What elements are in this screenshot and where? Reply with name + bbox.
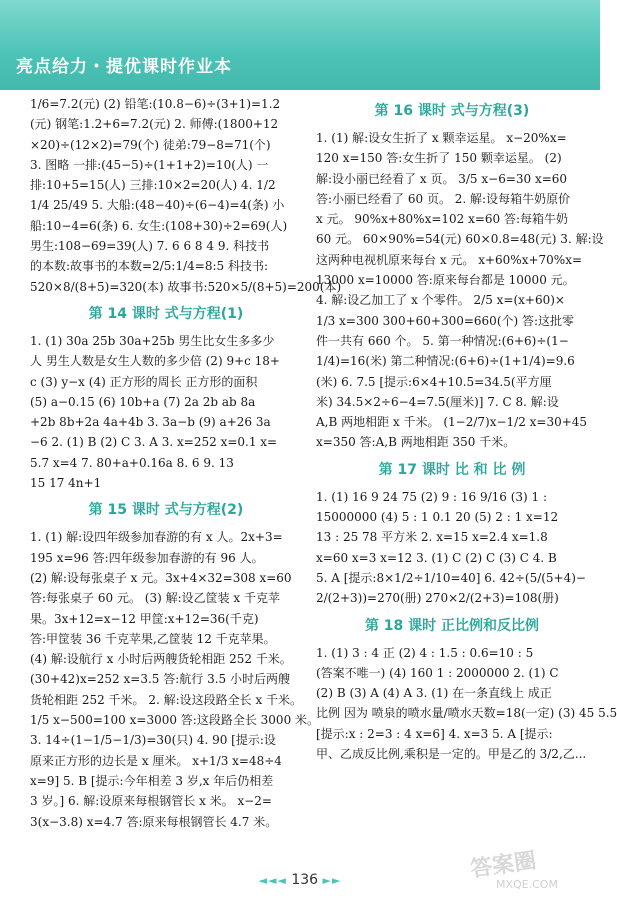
answer-line: 2/(2+3))=270(册) 270×2/(2+3)=108(册) bbox=[316, 591, 559, 606]
book-title: 亮点给力・提优课时作业本 bbox=[16, 57, 232, 77]
answer-line: ×20)÷(12×2)=79(个) 徒弟:79−8=71(个) bbox=[30, 137, 271, 152]
answer-line: 3(x−3.8) x=4.7 答:原来每根钢管长 4.7 米。 bbox=[30, 814, 278, 829]
answer-line: 4. 解:设乙加工了 x 个零件。 2/5 x=(x+60)× bbox=[316, 293, 565, 308]
answer-line: x=60 x=3 x=12 3. (1) C (2) C (3) C 4. B bbox=[316, 550, 557, 565]
answer-line: 1. (1) 解:设四年级参加春游的有 x 人。2x+3= bbox=[30, 530, 283, 545]
answer-line: 120 x=150 答:女生折了 150 颗幸运星。 (2) bbox=[316, 151, 562, 166]
section-title-16: 第 16 课时 式与方程(3) bbox=[374, 103, 530, 119]
answer-line: (4) 解:设航行 x 小时后两艘货轮相距 252 千米。 bbox=[30, 652, 292, 667]
answer-line: 1/3 x=300 300+60+300=660(个) 答:这批零 bbox=[316, 313, 575, 328]
answer-line: 米) 34.5×2÷6−4=7.5(厘米)] 7. C 8. 解:设 bbox=[316, 394, 559, 409]
answer-line: (5) a−0.15 (6) 10b+a (7) 2a 2b ab 8a bbox=[30, 394, 256, 409]
answer-line: 甲、乙成反比例,乘积是一定的。甲是乙的 3/2,乙... bbox=[316, 747, 587, 762]
answer-line: 15 17 4n+1 bbox=[30, 476, 102, 491]
answer-line: 答:每张桌子 60 元。 (3) 解:设乙筐装 x 千克苹 bbox=[30, 591, 281, 606]
answer-line: 520×8/(8+5)=320(本) 故事书:520×5/(8+5)=200(本) bbox=[30, 279, 342, 294]
answer-line: 5. A [提示:8×1/2÷1/10=40] 6. 42÷(5/(5+4)− bbox=[316, 570, 586, 585]
left-column bbox=[30, 94, 342, 832]
answer-line: [提示:x : 2=3 : 4 x=6] 4. x=3 5. A [提示: bbox=[316, 726, 553, 741]
answer-line: 原来正方形的边长是 x 厘米。 x+1/3 x=48÷4 bbox=[30, 753, 282, 768]
answer-line: 5.7 x=4 7. 80+a+0.16a 8. 6 9. 13 bbox=[30, 455, 234, 470]
answer-line: c (3) y−x (4) 正方形的周长 正方形的面积 bbox=[30, 374, 258, 389]
section-title-18: 第 18 课时 正比例和反比例 bbox=[364, 617, 540, 634]
answer-line: 1/5 x−500=100 x=3000 答:这段路全长 3000 米。 bbox=[30, 713, 320, 728]
answer-line: 3. 14÷(1−1/5−1/3)=30(只) 4. 90 [提示:设 bbox=[30, 733, 276, 748]
answer-line: 1. (1) 16 9 24 75 (2) 9 : 16 9/16 (3) 1 : bbox=[316, 489, 548, 504]
answer-line: 13 : 25 78 平方米 2. x=15 x=2.4 x=1.8 bbox=[316, 530, 548, 545]
answer-line: (米) 6. 7.5 [提示:6×4+10.5=34.5(平方厘 bbox=[316, 374, 552, 389]
answer-line: 1/4 25/49 5. 大船:(48−40)÷(6−4)=4(条) 小 bbox=[30, 198, 285, 213]
answer-line: 船:10−4=6(条) 6. 女生:(108+30)÷2=69(人) bbox=[30, 218, 288, 233]
answer-line: 解:设小丽已经看了 x 页。 3/5 x−6=30 x=60 bbox=[316, 171, 568, 186]
answer-line: 60 元。 60×90%=54(元) 60×0.8=48(元) 3. 解:设 bbox=[316, 232, 604, 247]
answer-line: 这两种电视机原来每台 x 元。 x+60%x+70%x= bbox=[316, 252, 583, 267]
answer-line: (30+42)x=252 x=3.5 答:航行 3.5 小时后两艘 bbox=[30, 672, 290, 687]
answer-line: 195 x=96 答:四年级参加春游的有 96 人。 bbox=[30, 550, 264, 565]
answer-line: 15000000 (4) 5 : 1 0.1 20 (5) 2 : 1 x=12 bbox=[316, 510, 559, 525]
section-18-answers bbox=[316, 643, 617, 765]
answer-line: 果。3x+12=x−12 甲筐:x+12=36(千克) bbox=[30, 611, 259, 626]
section-17-answers bbox=[316, 487, 588, 609]
watermark-url: MXQE.COM bbox=[496, 878, 558, 891]
answer-line: 人 男生人数是女生人数的多少倍 (2) 9+c 18+ bbox=[30, 354, 280, 369]
answer-line: 1. (1) 3 : 4 正 (2) 4 : 1.5 : 0.6=10 : 5 bbox=[316, 645, 534, 660]
answer-line: x 元。 90%x+80%x=102 x=60 答:每箱牛奶 bbox=[316, 212, 569, 227]
header-banner bbox=[0, 0, 600, 90]
answer-line: (2) B (3) A (4) A 3. (1) 在一条直线上 成正 bbox=[316, 686, 552, 701]
answer-line: 1. (1) 30a 25b 30a+25b 男生比女生多多少 bbox=[30, 333, 275, 348]
next-arrows-icon: ►► bbox=[322, 874, 342, 887]
answer-line: 答:甲筐装 36 千克苹果,乙筐装 12 千克苹果。 bbox=[30, 631, 276, 646]
answer-line: 1/4)=16(米) 第二种情况:(6+6)÷(1+1/4)=9.6 bbox=[316, 354, 575, 369]
answer-line: A,B 两地相距 x 千米。 (1−2/7)x−1/2 x=30+45 bbox=[316, 415, 588, 430]
answer-line: x=350 答:A,B 两地相距 350 千米。 bbox=[316, 435, 516, 450]
answer-line: 3. 图略 一排:(45−5)÷(1+1+2)=10(人) 一 bbox=[30, 157, 269, 172]
watermark-logo: 答案圈 bbox=[468, 848, 538, 883]
section-16-answers bbox=[316, 128, 604, 453]
answer-line: x=9] 5. B [提示:今年相差 3 岁,x 年后仍相差 bbox=[30, 773, 274, 788]
section-title-15: 第 15 课时 式与方程(2) bbox=[88, 502, 244, 519]
answer-line: 排:10+5=15(人) 三排:10×2=20(人) 4. 1/2 bbox=[30, 178, 276, 193]
answer-line: 男生:108−69=39(人) 7. 6 6 8 4 9. 科技书 bbox=[30, 239, 270, 254]
answer-line: (答案不唯一) (4) 160 1 : 2000000 2. (1) C bbox=[316, 665, 559, 680]
answer-line: 1/6=7.2(元) (2) 铅笔:(10.8−6)÷(3+1)=1.2 bbox=[30, 97, 281, 111]
answer-line: (2) 解:设每张桌子 x 元。3x+4×32=308 x=60 bbox=[30, 570, 292, 585]
answer-line: 13000 x=10000 答:原来每台都是 10000 元。 bbox=[316, 273, 575, 288]
page-number: 136 bbox=[291, 872, 319, 888]
section-14-answers bbox=[30, 331, 302, 493]
answer-line: 货轮相距 252 千米。 2. 解:设这段路全长 x 千米。 bbox=[30, 692, 303, 707]
answer-line: 答:小丽已经看了 60 页。 2. 解:设每箱牛奶原价 bbox=[316, 191, 571, 206]
section-15-answers bbox=[30, 527, 320, 831]
right-column bbox=[316, 94, 617, 764]
answer-line: 1. (1) 解:设女生折了 x 颗幸运星。 x−20%x= bbox=[316, 131, 567, 145]
section-title-17: 第 17 课时 比 和 比 例 bbox=[378, 461, 526, 478]
answer-line: (元) 钢笔:1.2+6=7.2(元) 2. 师傅:(1800+12 bbox=[30, 117, 279, 132]
section-title-14: 第 14 课时 式与方程(1) bbox=[88, 305, 244, 322]
prev-arrows-icon: ◄◄◄ bbox=[258, 874, 287, 887]
answer-line: 3 岁。] 6. 解:设原来每根钢管长 x 米。 x−2= bbox=[30, 794, 272, 809]
answer-line: 件一共有 660 个。 5. 第一种情况:(6+6)÷(1− bbox=[316, 333, 569, 348]
answer-line: 比例 因为 喷泉的喷水量/喷水天数=18(一定) (3) 45 5.5 bbox=[316, 706, 617, 721]
answer-line: +2b 8b+2a 4a+4b 3. 3a−b (9) a+26 3a bbox=[30, 415, 271, 430]
answer-line: −6 2. (1) B (2) C 3. A 3. x=252 x=0.1 x= bbox=[30, 435, 278, 450]
answers-continued bbox=[30, 94, 342, 297]
answer-line: 的本数:故事书的本数=2/5:1/4=8:5 科技书: bbox=[30, 259, 268, 274]
